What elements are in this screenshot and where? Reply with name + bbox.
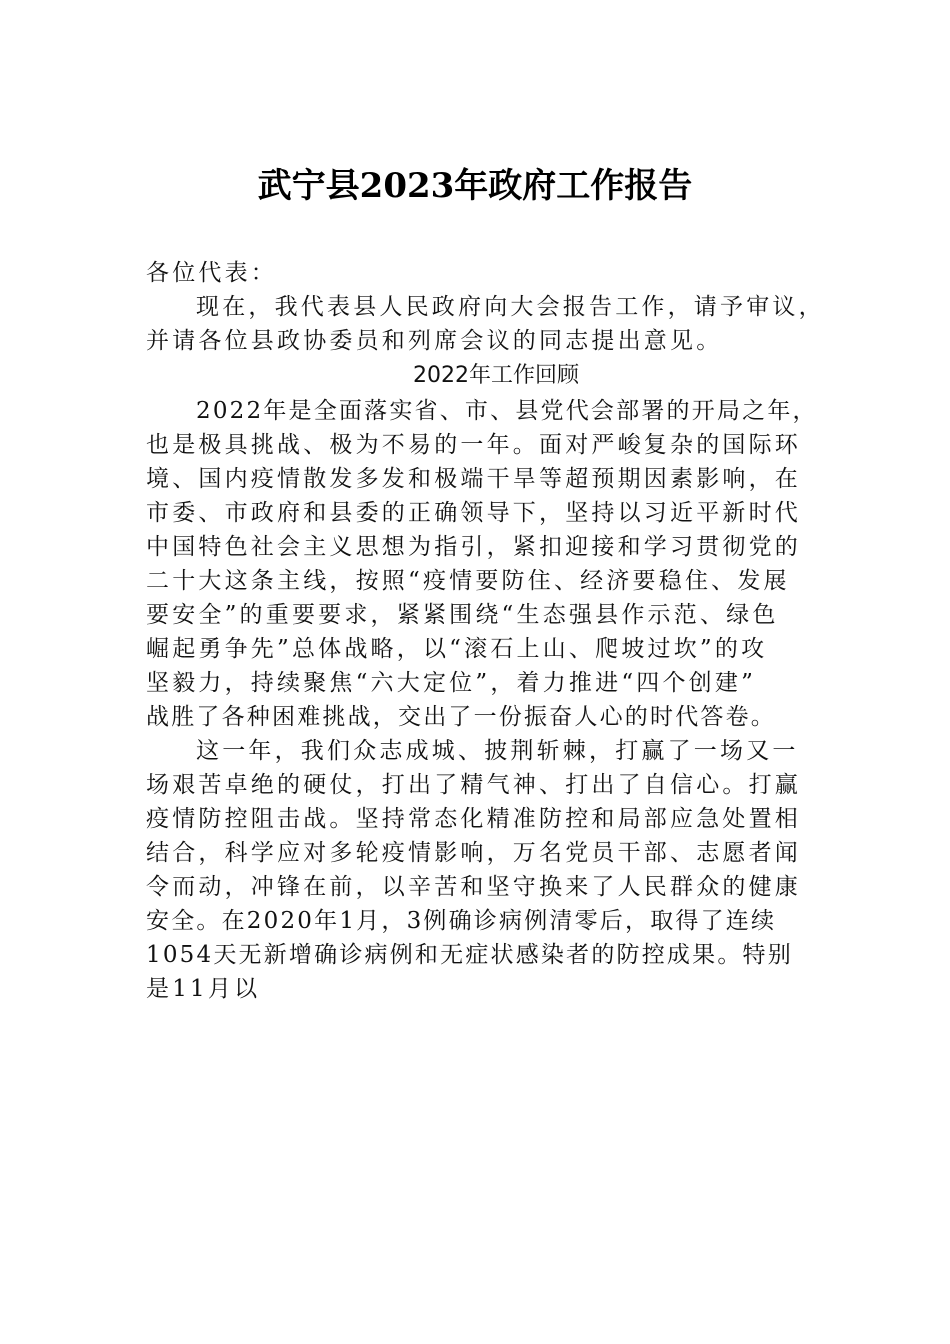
paragraph-line: 结合，科学应对多轮疫情影响，万名党员干部、志愿者闻 — [146, 840, 801, 866]
document-body — [146, 256, 825, 1006]
paragraph-line: 1054天无新增确诊病例和无症状感染者的防控成果。特别 — [146, 942, 793, 968]
paragraph-line: 也是极具挑战、极为不易的一年。面对严峻复杂的国际环 — [146, 432, 801, 458]
intro-line: 现在，我代表县人民政府向大会报告工作，请予审议， — [196, 294, 825, 320]
paragraph-line: 这一年，我们众志成城、披荆斩棘，打赢了一场又一 — [196, 738, 799, 764]
paragraph-line: 中国特色社会主义思想为指引，紧扣迎接和学习贯彻党的 — [146, 534, 801, 560]
paragraph-line: 战胜了各种困难挑战，交出了一份振奋人心的时代答卷。 — [146, 704, 776, 730]
paragraph-line: 场艰苦卓绝的硬仗，打出了精气神、打出了自信心。打赢 — [146, 772, 801, 798]
paragraph-line: 二十大这条主线，按照“疫情要防住、经济要稳住、发展 — [146, 568, 790, 594]
paragraph-line: 市委、市政府和县委的正确领导下，坚持以习近平新时代 — [146, 500, 801, 526]
intro-line: 并请各位县政协委员和列席会议的同志提出意见。 — [146, 328, 723, 354]
paragraph-line: 2022年是全面落实省、市、县党代会部署的开局之年， — [196, 398, 818, 424]
paragraph-line: 是11月以 — [146, 976, 261, 1002]
paragraph-line: 崛起勇争先”总体战略，以“滚石上山、爬坡过坎”的攻 — [146, 636, 768, 662]
salutation: 各位代表： — [146, 260, 277, 286]
paragraph-line: 安全。在2020年1月，3例确诊病例清零后，取得了连续 — [146, 908, 777, 934]
section-heading: 2022年工作回顾 — [413, 363, 579, 388]
paragraph-line: 坚毅力，持续聚焦“六大定位”，着力推进“四个创建” — [146, 670, 757, 696]
paragraph-line: 境、国内疫情散发多发和极端干旱等超预期因素影响，在 — [146, 466, 801, 492]
document-title: 武宁县2023年政府工作报告 — [257, 166, 693, 206]
paragraph-line: 令而动，冲锋在前，以辛苦和坚守换来了人民群众的健康 — [146, 874, 801, 900]
paragraph-line: 要安全”的重要要求，紧紧围绕“生态强县作示范、绿色 — [146, 602, 779, 628]
paragraph-line: 疫情防控阻击战。坚持常态化精准防控和局部应急处置相 — [146, 806, 801, 832]
